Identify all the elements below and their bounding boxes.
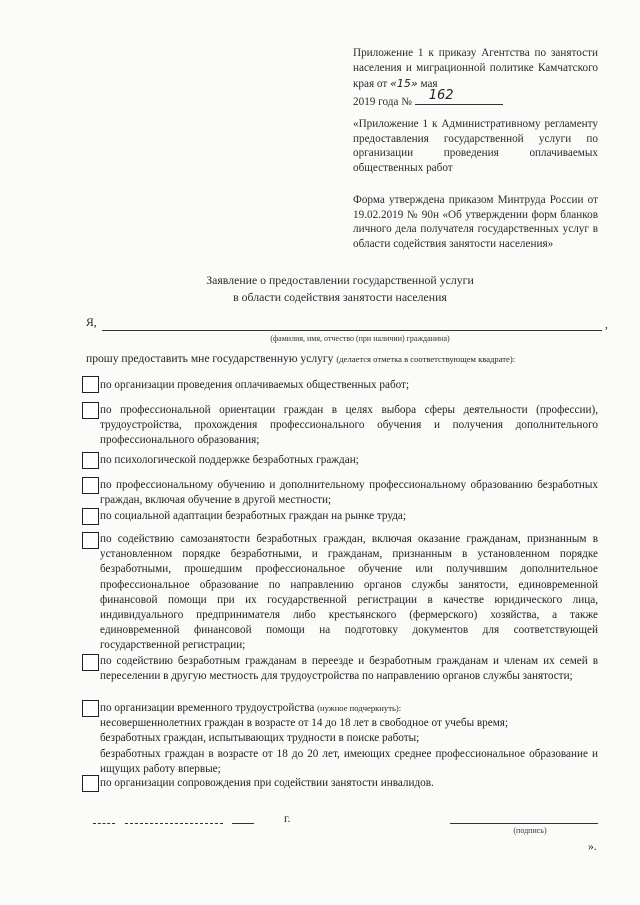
title-line-1: Заявление о предоставлении государственной услуги [206, 273, 474, 287]
temporary-note: (нужное подчеркнуть): [317, 703, 402, 713]
checkbox-disabled-support[interactable] [82, 775, 99, 792]
request-text: прошу предоставить мне государственную услугу [86, 352, 334, 365]
order-number-line [353, 88, 553, 110]
year-suffix: г. [284, 812, 291, 825]
checkbox-psychological-support[interactable] [82, 452, 99, 469]
request-line [86, 352, 515, 366]
title-line-2: в области содействия занятости населения [233, 290, 447, 304]
handwritten-date: «15» [390, 77, 418, 90]
appendix-1-text: Приложение 1 к приказу Агентства по занятости населения и миграционной политике Камчатского края от [353, 47, 598, 90]
appendix-2-text: «Приложение 1 к Административному регламенту предоставления государственной услуги по организации проведения оплачиваемых общественных работ [353, 118, 598, 174]
date-year-field[interactable] [232, 823, 254, 824]
service-public-works: по организации проведения оплачиваемых общественных работ; [100, 379, 410, 391]
temporary-option-graduates[interactable]: безработных граждан в возрасте от 18 до 20 лет, имеющих среднее профессиональное образование и ищущих работу впервые; [100, 747, 598, 775]
month-text: мая [420, 78, 438, 90]
closing-quote: ». [588, 840, 597, 853]
service-self-employment: по содействию самозанятости безработных граждан, включая оказание гражданам, признанным в установленном порядке безработными, и гражданам, признанным в установленном порядке безработными, прошедшим профессиональное обучение или получившим дополнительное профессиональное образование по направлению органов службы занятости, единовременной финансовой помощи при их государственной регистрации в качестве юридического лица, индивидуального предпринимателя либо крестьянского (фермерского) хозяйства, а также единовременной финансовой помощи на подготовку документов для соответствующей государственной регистрации; [100, 533, 598, 652]
signature-caption: (подпись) [513, 826, 547, 835]
date-day-field[interactable] [93, 823, 115, 824]
number-underline [415, 88, 503, 105]
document-title [160, 272, 520, 306]
checkbox-temporary-employment[interactable] [82, 700, 99, 717]
signature-field[interactable] [450, 823, 598, 824]
applicant-caption: (фамилия, имя, отчество (при наличии) гражданина) [270, 334, 450, 343]
checkbox-social-adaptation[interactable] [82, 508, 99, 525]
temporary-option-minors[interactable]: несовершеннолетних граждан в возрасте от 14 до 18 лет в свободное от учебы время; [100, 717, 509, 730]
service-career-guidance: по профессиональной ориентации граждан в целях выбора сферы деятельности (профессии), трудоустройства, прохождения профессионального обучения и получения дополнительного профессионального образования; [100, 404, 598, 447]
checkbox-public-works[interactable] [82, 376, 99, 393]
temporary-option-difficulties[interactable]: безработных граждан, испытывающих трудности в поиске работы; [100, 732, 420, 745]
applicant-prefix: Я, [86, 316, 97, 329]
checkbox-relocation[interactable] [82, 654, 99, 671]
service-vocational-training: по профессиональному обучению и дополнительному профессиональному образованию безработных граждан, включая обучение в другой местности; [100, 479, 598, 507]
service-temporary-employment [100, 701, 598, 777]
service-psychological-support: по психологической поддержке безработных граждан; [100, 454, 359, 466]
handwritten-number: 162 [428, 88, 454, 103]
applicant-name-field[interactable] [102, 330, 602, 331]
checkbox-self-employment[interactable] [82, 532, 99, 549]
service-relocation: по содействию безработным гражданам в переезде и безработным гражданам и членам их семей в переселении в другую местность для трудоустройства по направлению органов службы занятости; [100, 655, 598, 683]
applicant-comma: , [605, 318, 608, 331]
request-note: (делается отметка в соответствующем квадрате): [336, 354, 516, 364]
service-social-adaptation: по социальной адаптации безработных граждан на рынке труда; [100, 510, 406, 522]
form-approval-note: Форма утверждена приказом Минтруда России от 19.02.2019 № 90н «Об утверждении форм бланков личного дела получателя государственных услуг в области содействия занятости населения» [353, 194, 598, 250]
service-disabled-support: по организации сопровождения при содействии занятости инвалидов. [100, 777, 434, 789]
checkbox-career-guidance[interactable] [82, 402, 99, 419]
year-line-text: 2019 года № [353, 96, 412, 108]
checkbox-vocational-training[interactable] [82, 477, 99, 494]
appendix-header [353, 46, 598, 92]
date-month-field[interactable] [125, 823, 223, 824]
temporary-label: по организации временного трудоустройства [100, 702, 315, 714]
